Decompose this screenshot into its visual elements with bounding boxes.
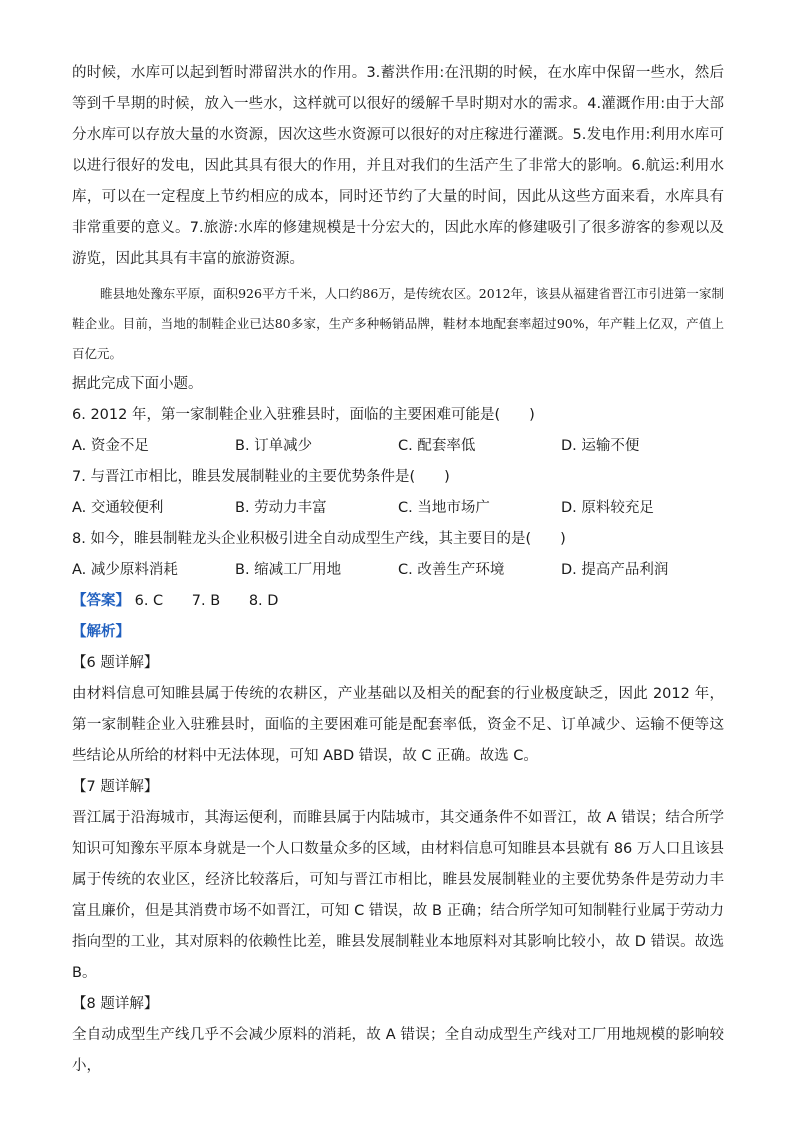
- option-b: B. 缩减工厂用地: [235, 562, 342, 578]
- detail-text-7: 晋江属于沿海城市，其海运便利，而睢县属于内陆城市，其交通条件不如晋江，故 A 错误；结合所学知识可知豫东平原本身就是一个人口数量众多的区域，由材料信息可知睢县本县就有 86 万人口且该县属于传统的农业区，经济比较落后，可知与晋江市相比，睢县发展制鞋业的主要优势条件是劳动力丰富且廉价，但是其消费市场不如晋江，可知 C 错误，故 B 正确；结合所学知可知制鞋行业属于劳动力指向型的工业，其对原料的依赖性比差，睢县发展制鞋业本地原料对其影响比较小，故 D 错误。故选 B。: [72, 810, 724, 981]
- option-list: [72, 555, 724, 586]
- option-d: D. 运输不便: [561, 438, 640, 454]
- option-a: A. 减少原料消耗: [72, 562, 178, 578]
- instruction: 据此完成下面小题。: [72, 376, 203, 392]
- detail-heading-6: 【6 题详解】: [72, 655, 159, 671]
- question-6: [72, 400, 724, 462]
- detail-text-6: 由材料信息可知睢县属于传统的农耕区，产业基础以及相关的配套的行业极度缺乏，因此 2012 年，第一家制鞋企业入驻雅县时，面临的主要困难可能是配套率低，资金不足、订单减少、运输不便等这些结论从所给的材料中无法体现，可知 ABD 错误，故 C 正确。故选 C。: [72, 686, 724, 764]
- detail-text-8: 全自动成型生产线几乎不会减少原料的消耗，故 A 错误；全自动成型生产线对工厂用地规模的影响较小，: [72, 1027, 724, 1074]
- option-b: B. 劳动力丰富: [235, 500, 327, 516]
- option-a: A. 资金不足: [72, 438, 149, 454]
- option-b: B. 订单减少: [235, 438, 313, 454]
- answer-item: 6. C: [134, 593, 164, 609]
- answer-label: 【答案】: [72, 593, 130, 609]
- question-8: [72, 524, 724, 586]
- question-stem: 6. 2012 年，第一家制鞋企业入驻雅县时，面临的主要困难可能是( ): [72, 407, 535, 423]
- option-d: D. 原料较充足: [561, 500, 654, 516]
- option-list: [72, 431, 724, 462]
- question-stem: 8. 如今，睢县制鞋龙头企业积极引进全自动成型生产线，其主要目的是( ): [72, 531, 566, 547]
- question-7: [72, 462, 724, 524]
- intro-paragraph: 的时候，水库可以起到暂时滞留洪水的作用。3.蓄洪作用:在汛期的时候，在水库中保留一些水，然后等到千旱期的时候，放入一些水，这样就可以很好的缓解千旱时期对水的需求。4.灌溉作用:由于大部分水库可以存放大量的水资源，因次这些水资源可以很好的对庄稼进行灌溉。5.发电作用:利用水库可以进行很好的发电，因此其具有很大的作用，并且对我们的生活产生了非常大的影响。6.航运:利用水库，可以在一定程度上节约相应的成本，同时还节约了大量的时间，因此从这些方面来看，水库具有非常重要的意义。7.旅游:水库的修建规模是十分宏大的，因此水库的修建吸引了很多游客的参观以及游览，因此其具有丰富的旅游资源。: [72, 65, 724, 267]
- analysis-label: [72, 617, 724, 648]
- option-a: A. 交通较便利: [72, 500, 164, 516]
- question-stem: 7. 与晋江市相比，睢县发展制鞋业的主要优势条件是( ): [72, 469, 450, 485]
- option-c: C. 当地市场广: [398, 500, 490, 516]
- detail-heading-8: 【8 题详解】: [72, 996, 159, 1012]
- answer-item: 7. B: [191, 593, 221, 609]
- option-c: C. 改善生产环境: [398, 562, 505, 578]
- answer-item: 8. D: [248, 593, 279, 609]
- option-c: C. 配套率低: [398, 438, 476, 454]
- document-page: [72, 58, 724, 1082]
- detail-heading-7: 【7 题详解】: [72, 779, 159, 795]
- analysis-label-text: 【解析】: [72, 624, 130, 640]
- option-d: D. 提高产品利润: [561, 562, 669, 578]
- answer-line: [72, 586, 724, 617]
- option-list: [72, 493, 724, 524]
- material-passage: 睢县地处豫东平原，面积926平方千米，人口约86万，是传统农区。2012年，该县从福建省晋江市引进第一家制鞋企业。目前，当地的制鞋企业已达80多家，生产多种畅销品牌，鞋材本地配套率超过90%，年产鞋上亿双，产值上百亿元。: [72, 286, 724, 361]
